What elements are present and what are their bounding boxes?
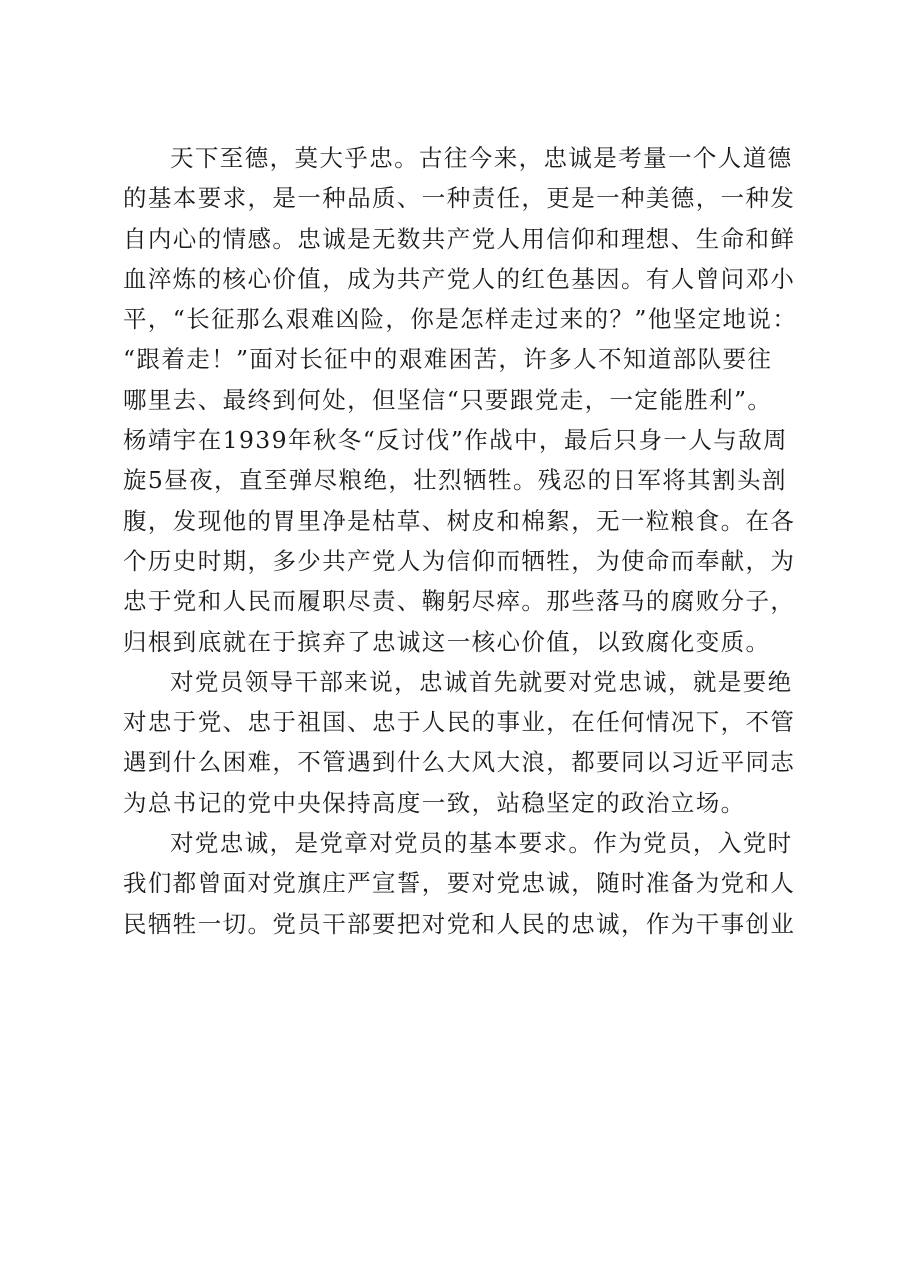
text-line: 我们都曾面对党旗庄严宣誓，要对党忠诚，随时准备为党和人 (123, 869, 796, 898)
document-body (123, 138, 798, 944)
text-line: 遇到什么困难，不管遇到什么大风大浪，都要同以习近平同志 (123, 748, 796, 777)
text-line: 天下至德，莫大乎忠。古往今来，忠诚是考量一个人道德 (170, 144, 793, 172)
text-line: 血淬炼的核心价值，成为共产党人的红色基因。有人曾问邓小 (123, 264, 796, 293)
text-line: “跟着走！”面对长征中的艰难困苦，许多人不知道部队要往 (123, 345, 773, 374)
paragraph-loyalty-to-party (123, 662, 796, 823)
text-line: 杨靖宇在1939年秋冬“反讨伐”作战中，最后只身一人与敌周 (123, 426, 788, 455)
text-line: 民牺牲一切。党员干部要把对党和人民的忠诚，作为干事创业 (123, 909, 796, 938)
paragraph-loyalty-history (123, 138, 798, 662)
text-line: 旋5昼夜，直至弹尽粮绝，壮烈牺牲。残忍的日军将其割头剖 (123, 466, 787, 495)
text-line: 哪里去、最终到何处，但坚信“只要跟党走，一定能胜利”。 (123, 385, 773, 414)
text-line: 对忠于党、忠于祖国、忠于人民的事业，在任何情况下，不管 (123, 708, 796, 737)
text-line: 自内心的情感。忠诚是无数共产党人用信仰和理想、生命和鲜 (123, 224, 796, 253)
text-line: 为总书记的党中央保持高度一致，站稳坚定的政治立场。 (123, 788, 746, 817)
text-line: 归根到底就在于摈弃了忠诚这一核心价值，以致腐化变质。 (123, 627, 771, 656)
paragraph-party-charter (123, 823, 796, 944)
text-line: 忠于党和人民而履职尽责、鞠躬尽瘁。那些落马的腐败分子， (123, 587, 796, 616)
text-line: 个历史时期，多少共产党人为信仰而牺牲，为使命而奉献，为 (123, 546, 796, 575)
text-line: 对党员领导干部来说，忠诚首先就要对党忠诚，就是要绝 (170, 667, 793, 696)
text-line: 腹，发现他的胃里净是枯草、树皮和棉絮，无一粒粮食。在各 (123, 506, 796, 535)
text-line: 的基本要求，是一种品质、一种责任，更是一种美德，一种发 (123, 184, 796, 213)
text-line: 平，“长征那么艰难凶险，你是怎样走过来的？”他坚定地说： (123, 305, 798, 334)
text-line: 对党忠诚，是党章对党员的基本要求。作为党员，入党时 (170, 829, 793, 858)
